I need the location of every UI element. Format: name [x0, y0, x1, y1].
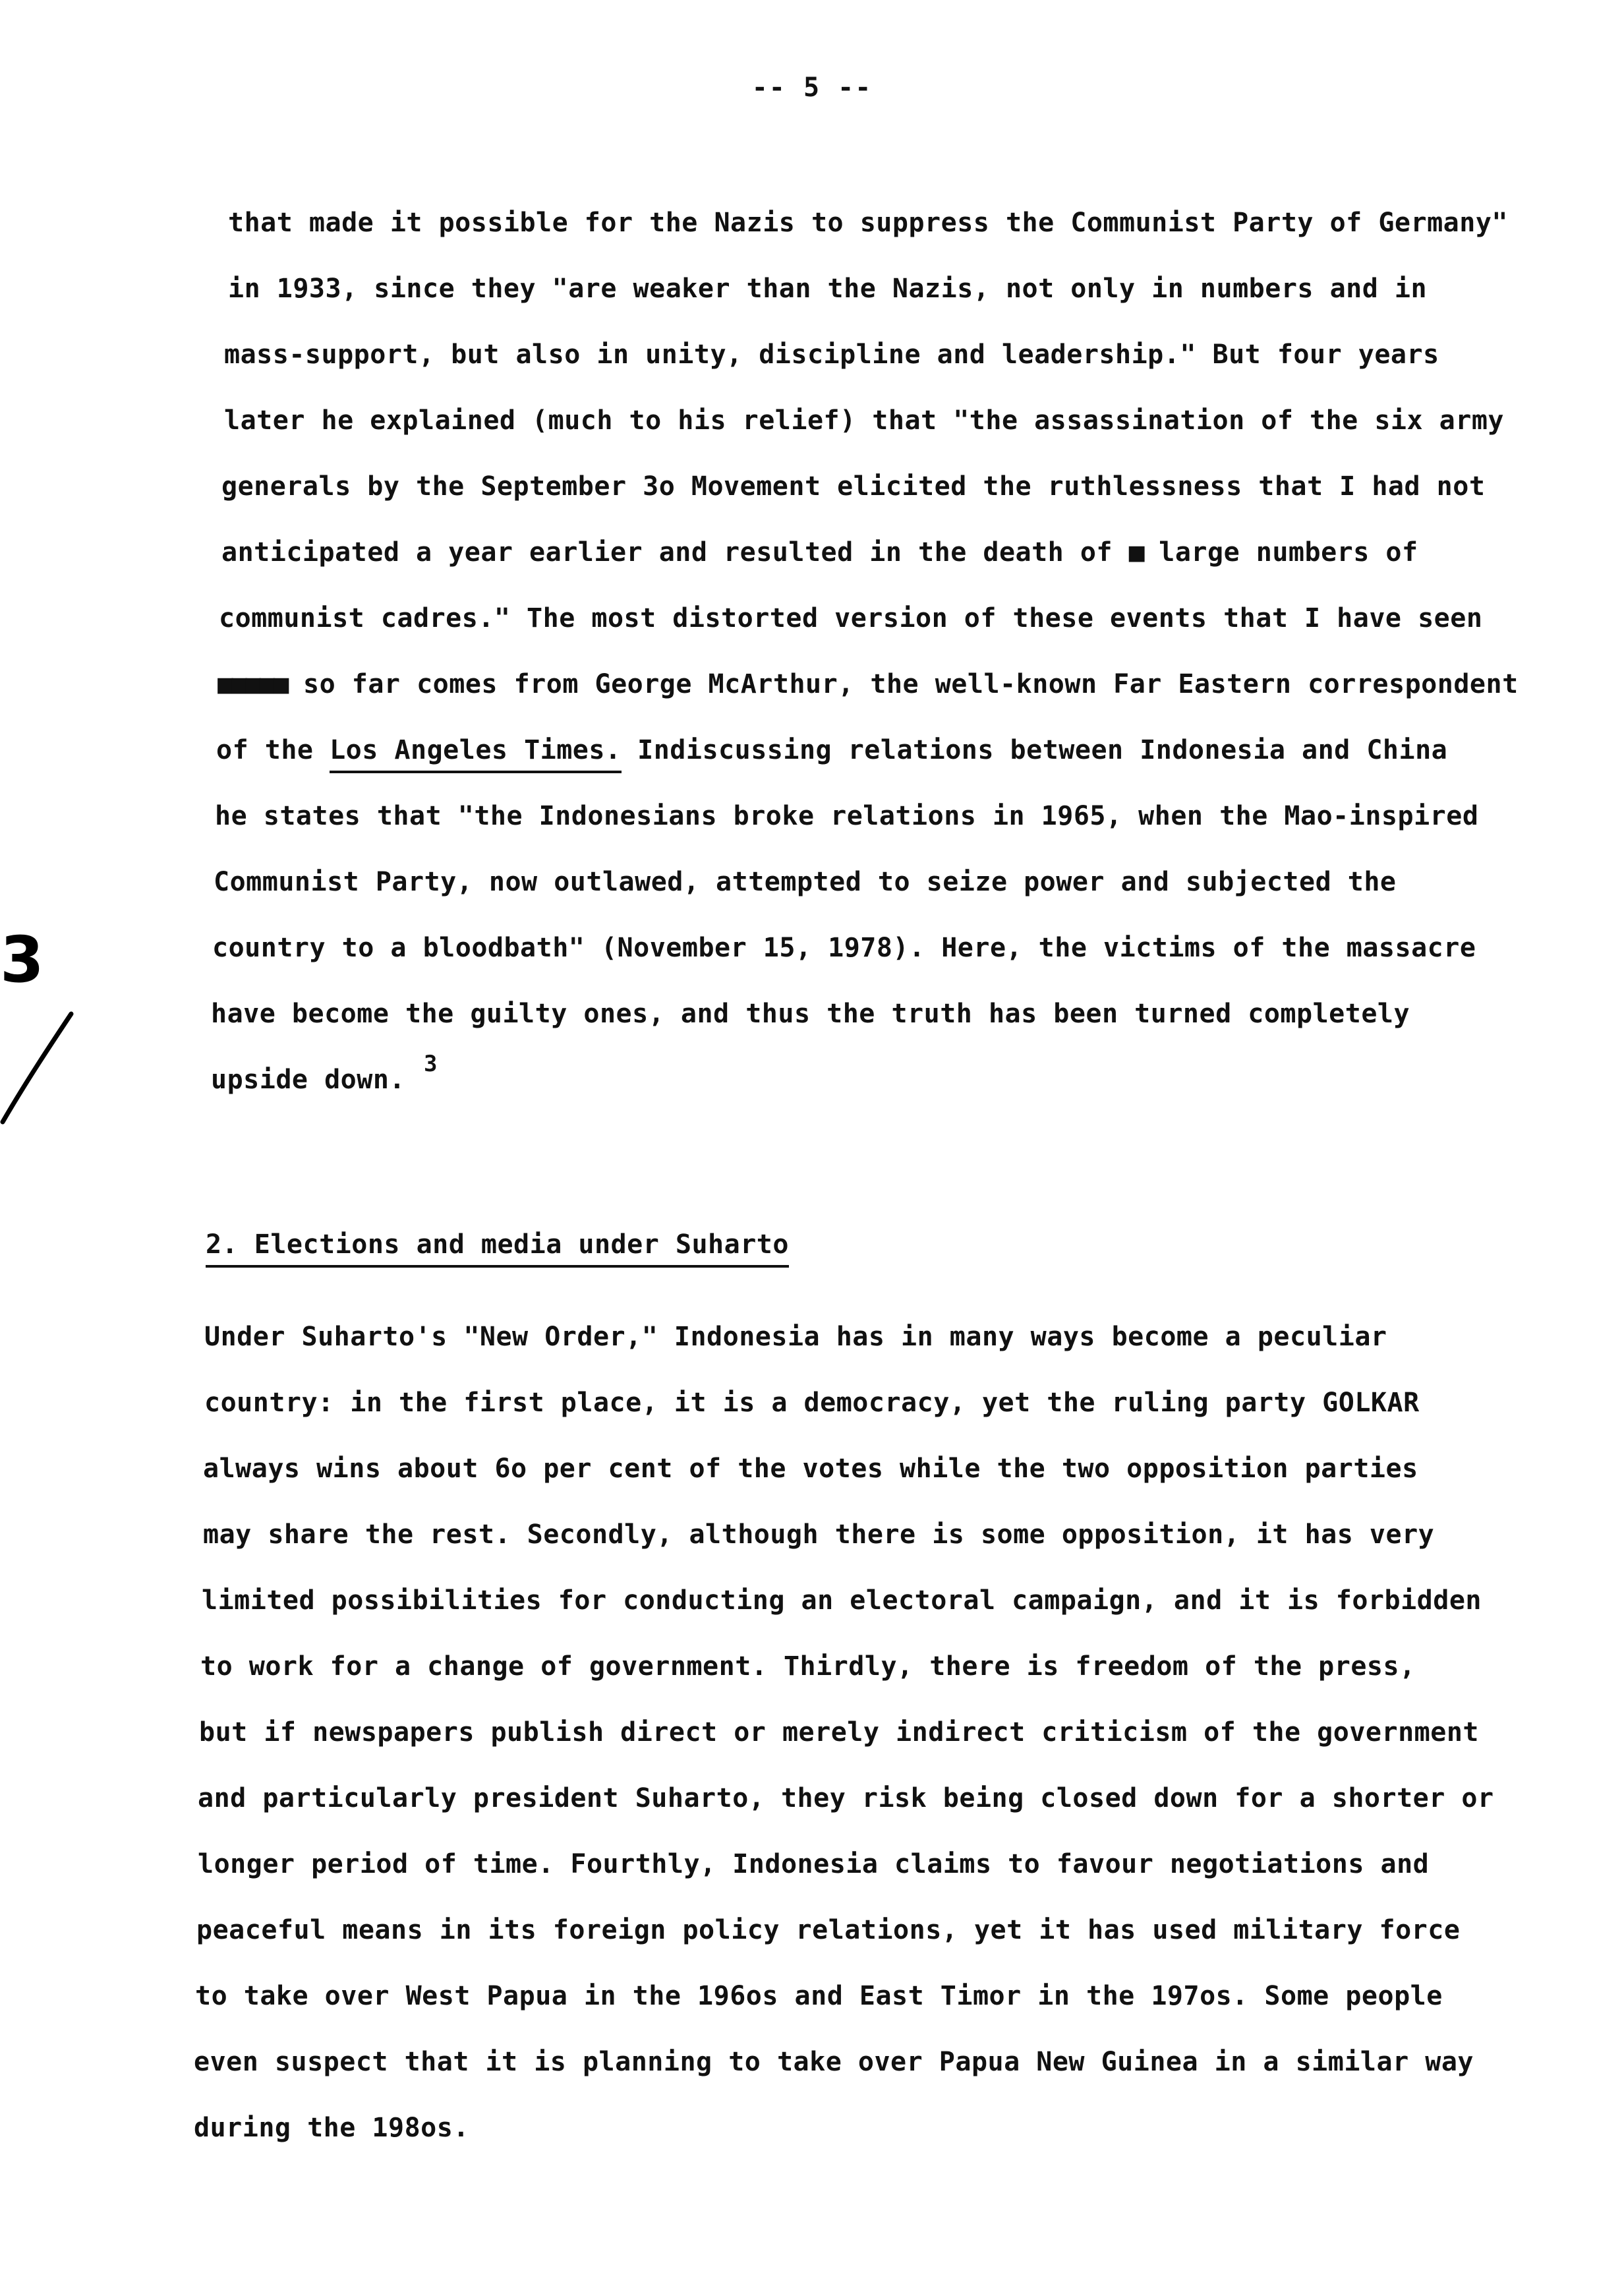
text-line: Under Suharto's "New Order," Indonesia has in many ways become a peculiar: [204, 1322, 1387, 1352]
text-line: but if newspapers publish direct or merely indirect criticism of the government: [199, 1717, 1479, 1748]
text-segment: upside down.: [211, 1065, 405, 1095]
text-line: Communist Party, now outlawed, attempted to seize power and subjected the: [214, 867, 1397, 897]
struck-out-character: ■: [1128, 537, 1143, 568]
text-line: longer period of time. Fourthly, Indonesia claims to favour negotiations and: [198, 1849, 1430, 1879]
text-line: [218, 671, 1519, 697]
text-line: country to a bloodbath" (November 15, 1978). Here, the victims of the massacre: [212, 933, 1476, 963]
struck-out-word: ■■■■■: [218, 669, 287, 699]
text-line: may share the rest. Secondly, although there is some opposition, it has very: [203, 1519, 1435, 1550]
text-line: to take over West Papua in the 196os and East Timor in the 197os. Some people: [195, 1981, 1443, 2011]
page-number: -- 5 --: [751, 73, 873, 103]
text-line: during the 198os.: [194, 2113, 469, 2143]
text-line: [211, 1051, 438, 1095]
text-line: that made it possible for the Nazis to suppress the Communist Party of Germany": [228, 208, 1508, 238]
text-line: always wins about 6o per cent of the votes while the two opposition parties: [203, 1454, 1418, 1484]
text-line: peaceful means in its foreign policy relations, yet it has used military force: [196, 1915, 1461, 1945]
text-line: limited possibilities for conducting an electoral campaign, and it is forbidden: [202, 1585, 1482, 1616]
text-segment: anticipated a year earlier and resulted in the death of: [221, 537, 1129, 568]
text-line: he states that "the Indonesians broke relations in 1965, when the Mao-inspired: [215, 801, 1479, 831]
margin-note-number: 3: [0, 923, 44, 997]
footnote-marker: 3: [423, 1051, 438, 1077]
text-line: country: in the first place, it is a democracy, yet the ruling party GOLKAR: [204, 1388, 1420, 1418]
margin-slash-mark: [0, 1009, 79, 1127]
text-line: [221, 539, 1418, 566]
newspaper-title: Los Angeles Times.: [330, 735, 621, 773]
text-line: even suspect that it is planning to take over Papua New Guinea in a similar way: [194, 2047, 1474, 2077]
text-line: [216, 737, 1447, 763]
text-line: later he explained (much to his relief) that "the assassination of the six army: [224, 405, 1504, 436]
text-line: communist cadres." The most distorted version of these events that I have seen: [219, 603, 1483, 633]
text-line: mass-support, but also in unity, discipline and leadership." But four years: [224, 339, 1439, 370]
text-segment: of the: [216, 735, 330, 765]
text-line: have become the guilty ones, and thus the truth has been turned completely: [211, 999, 1410, 1029]
section-heading: 2. Elections and media under Suharto: [206, 1231, 789, 1258]
text-segment: large numbers of: [1142, 537, 1418, 568]
text-segment: Indiscussing relations between Indonesia and China: [621, 735, 1448, 765]
text-segment: so far comes from George McArthur, the well-known Far Eastern correspondent: [287, 669, 1519, 699]
text-line: to work for a change of government. Thirdly, there is freedom of the press,: [200, 1651, 1416, 1682]
text-line: generals by the September 3o Movement elicited the ruthlessness that I had not: [221, 471, 1486, 502]
text-line: and particularly president Suharto, they risk being closed down for a shorter or: [198, 1783, 1494, 1813]
text-line: in 1933, since they "are weaker than the Nazis, not only in numbers and in: [228, 274, 1428, 304]
